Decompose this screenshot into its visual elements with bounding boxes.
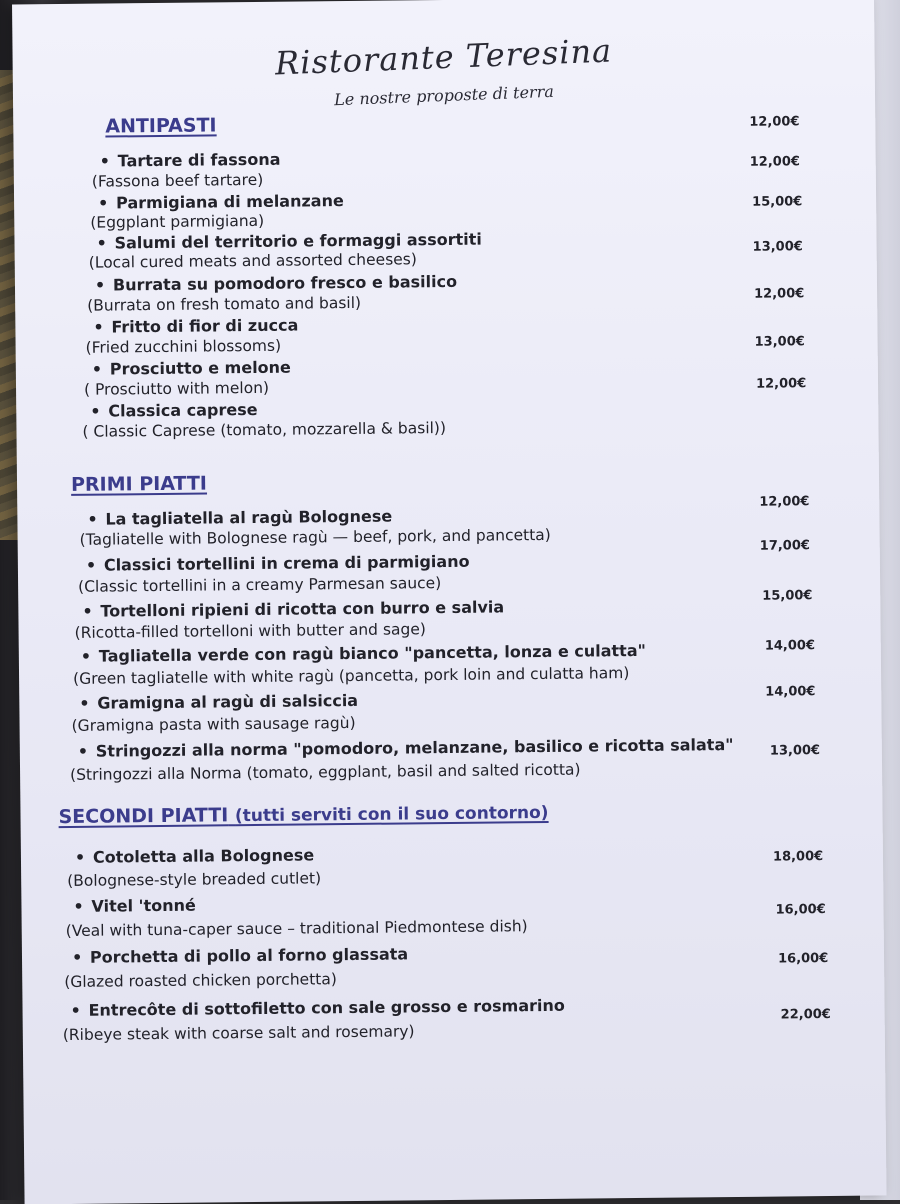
secondi-item-desc: (Bolognese-style breaded cutlet) — [67, 869, 322, 890]
antipasti-item-price: 12,00€ — [749, 154, 800, 170]
primi-item-name: • Stringozzi alla norma "pomodoro, melanzane, basilico e ricotta salata" — [78, 735, 734, 761]
primi-item-name: • Classici tortellini in crema di parmigiano — [86, 552, 470, 575]
primi-item-desc: (Ricotta-filled tortelloni with butter and sage) — [74, 620, 426, 642]
section-secondi-note: (tutti serviti con il suo contorno) — [234, 802, 549, 827]
antipasti-item-desc: (Fassona beef tartare) — [91, 170, 264, 191]
antipasti-item-price: 12,00€ — [755, 376, 807, 392]
antipasti-item-price: 12,00€ — [754, 286, 805, 302]
secondi-item-name: • Cotoletta alla Bolognese — [75, 845, 314, 867]
antipasti-item-desc: (Fried zucchini blossoms) — [85, 336, 282, 357]
antipasti-item-name: • Parmigiana di melanzane — [98, 191, 344, 213]
antipasti-item-name: • Tartare di fassona — [100, 150, 281, 171]
antipasti-item-name: • Burrata su pomodoro fresco e basilico — [95, 272, 457, 295]
antipasti-item-desc: ( Prosciutto with melon) — [83, 378, 270, 399]
menu-page — [12, 0, 887, 1204]
secondi-item-desc: (Glazed roasted chicken porchetta) — [64, 970, 337, 992]
primi-item-name: • Tortelloni ripieni di ricotta con burro e salvia — [82, 597, 504, 620]
antipasti-item-desc: ( Classic Caprese (tomato, mozzarella & basil)) — [82, 418, 447, 441]
menu-tagline: Le nostre proposte di terra — [333, 81, 555, 110]
restaurant-name: Ristorante Teresina — [274, 31, 613, 83]
primi-item-name: • La tagliatella al ragù Bolognese — [87, 507, 392, 529]
secondi-item-price: 18,00€ — [772, 849, 824, 865]
antipasti-item-name: • Fritto di fior di zucca — [93, 316, 298, 337]
primi-item-price: 14,00€ — [765, 684, 816, 700]
antipasti-item-name: • Salumi del territorio e formaggi assortiti — [96, 230, 481, 253]
section-secondi-heading — [58, 801, 548, 828]
primi-item-desc: (Green tagliatelle with white ragù (pancetta, pork loin and culatta ham) — [72, 664, 630, 688]
section-antipasti-heading: ANTIPASTI — [105, 114, 217, 138]
secondi-item-desc: (Veal with tuna-caper sauce – traditional Piedmontese dish) — [65, 917, 528, 941]
primi-item-name: • Tagliatella verde con ragù bianco "pancetta, lonza e culatta" — [81, 641, 646, 666]
antipasti-item-price: 13,00€ — [754, 334, 805, 350]
secondi-item-desc: (Ribeye steak with coarse salt and rosemary) — [62, 1022, 415, 1045]
primi-item-price: 12,00€ — [759, 494, 810, 510]
primi-item-name: • Gramigna al ragù di salsiccia — [79, 691, 358, 713]
antipasti-item-desc: (Burrata on fresh tomato and basil) — [87, 293, 362, 315]
secondi-item-price: 22,00€ — [780, 1006, 831, 1023]
antipasti-item-price: 13,00€ — [752, 239, 803, 255]
primi-item-price: 17,00€ — [759, 538, 810, 554]
section-secondi-title: SECONDI PIATTI — [58, 804, 229, 829]
antipasti-item-desc: (Local cured meats and assorted cheeses) — [88, 250, 417, 272]
secondi-item-name: • Porchetta di pollo al forno glassata — [72, 944, 408, 967]
primi-item-price: 15,00€ — [762, 588, 813, 604]
primi-item-price: 13,00€ — [769, 743, 821, 759]
secondi-item-name: • Entrecôte di sottofiletto con sale grosso e rosmarino — [70, 996, 564, 1020]
primi-item-desc: (Tagliatelle with Bolognese ragù — beef, pork, and pancetta) — [79, 525, 551, 549]
primi-item-desc: (Classic tortellini in a creamy Parmesan sauce) — [78, 574, 442, 596]
primi-item-desc: (Gramigna pasta with sausage ragù) — [71, 713, 356, 735]
antipasti-item-name: • Prosciutto e melone — [92, 358, 291, 379]
antipasti-item-name: • Classica caprese — [90, 400, 257, 421]
primi-item-price: 14,00€ — [764, 638, 816, 654]
secondi-item-price: 16,00€ — [777, 951, 829, 967]
antipasti-item-desc: (Eggplant parmigiana) — [90, 211, 265, 232]
secondi-item-name: • Vitel 'tonné — [73, 896, 196, 916]
price-antipasti-top: 12,00€ — [749, 114, 800, 130]
secondi-item-price: 16,00€ — [775, 902, 826, 918]
primi-item-desc: (Stringozzi alla Norma (tomato, eggplant, basil and salted ricotta) — [70, 760, 581, 784]
section-primi-heading: PRIMI PIATTI — [70, 472, 208, 496]
antipasti-item-price: 15,00€ — [752, 194, 803, 210]
